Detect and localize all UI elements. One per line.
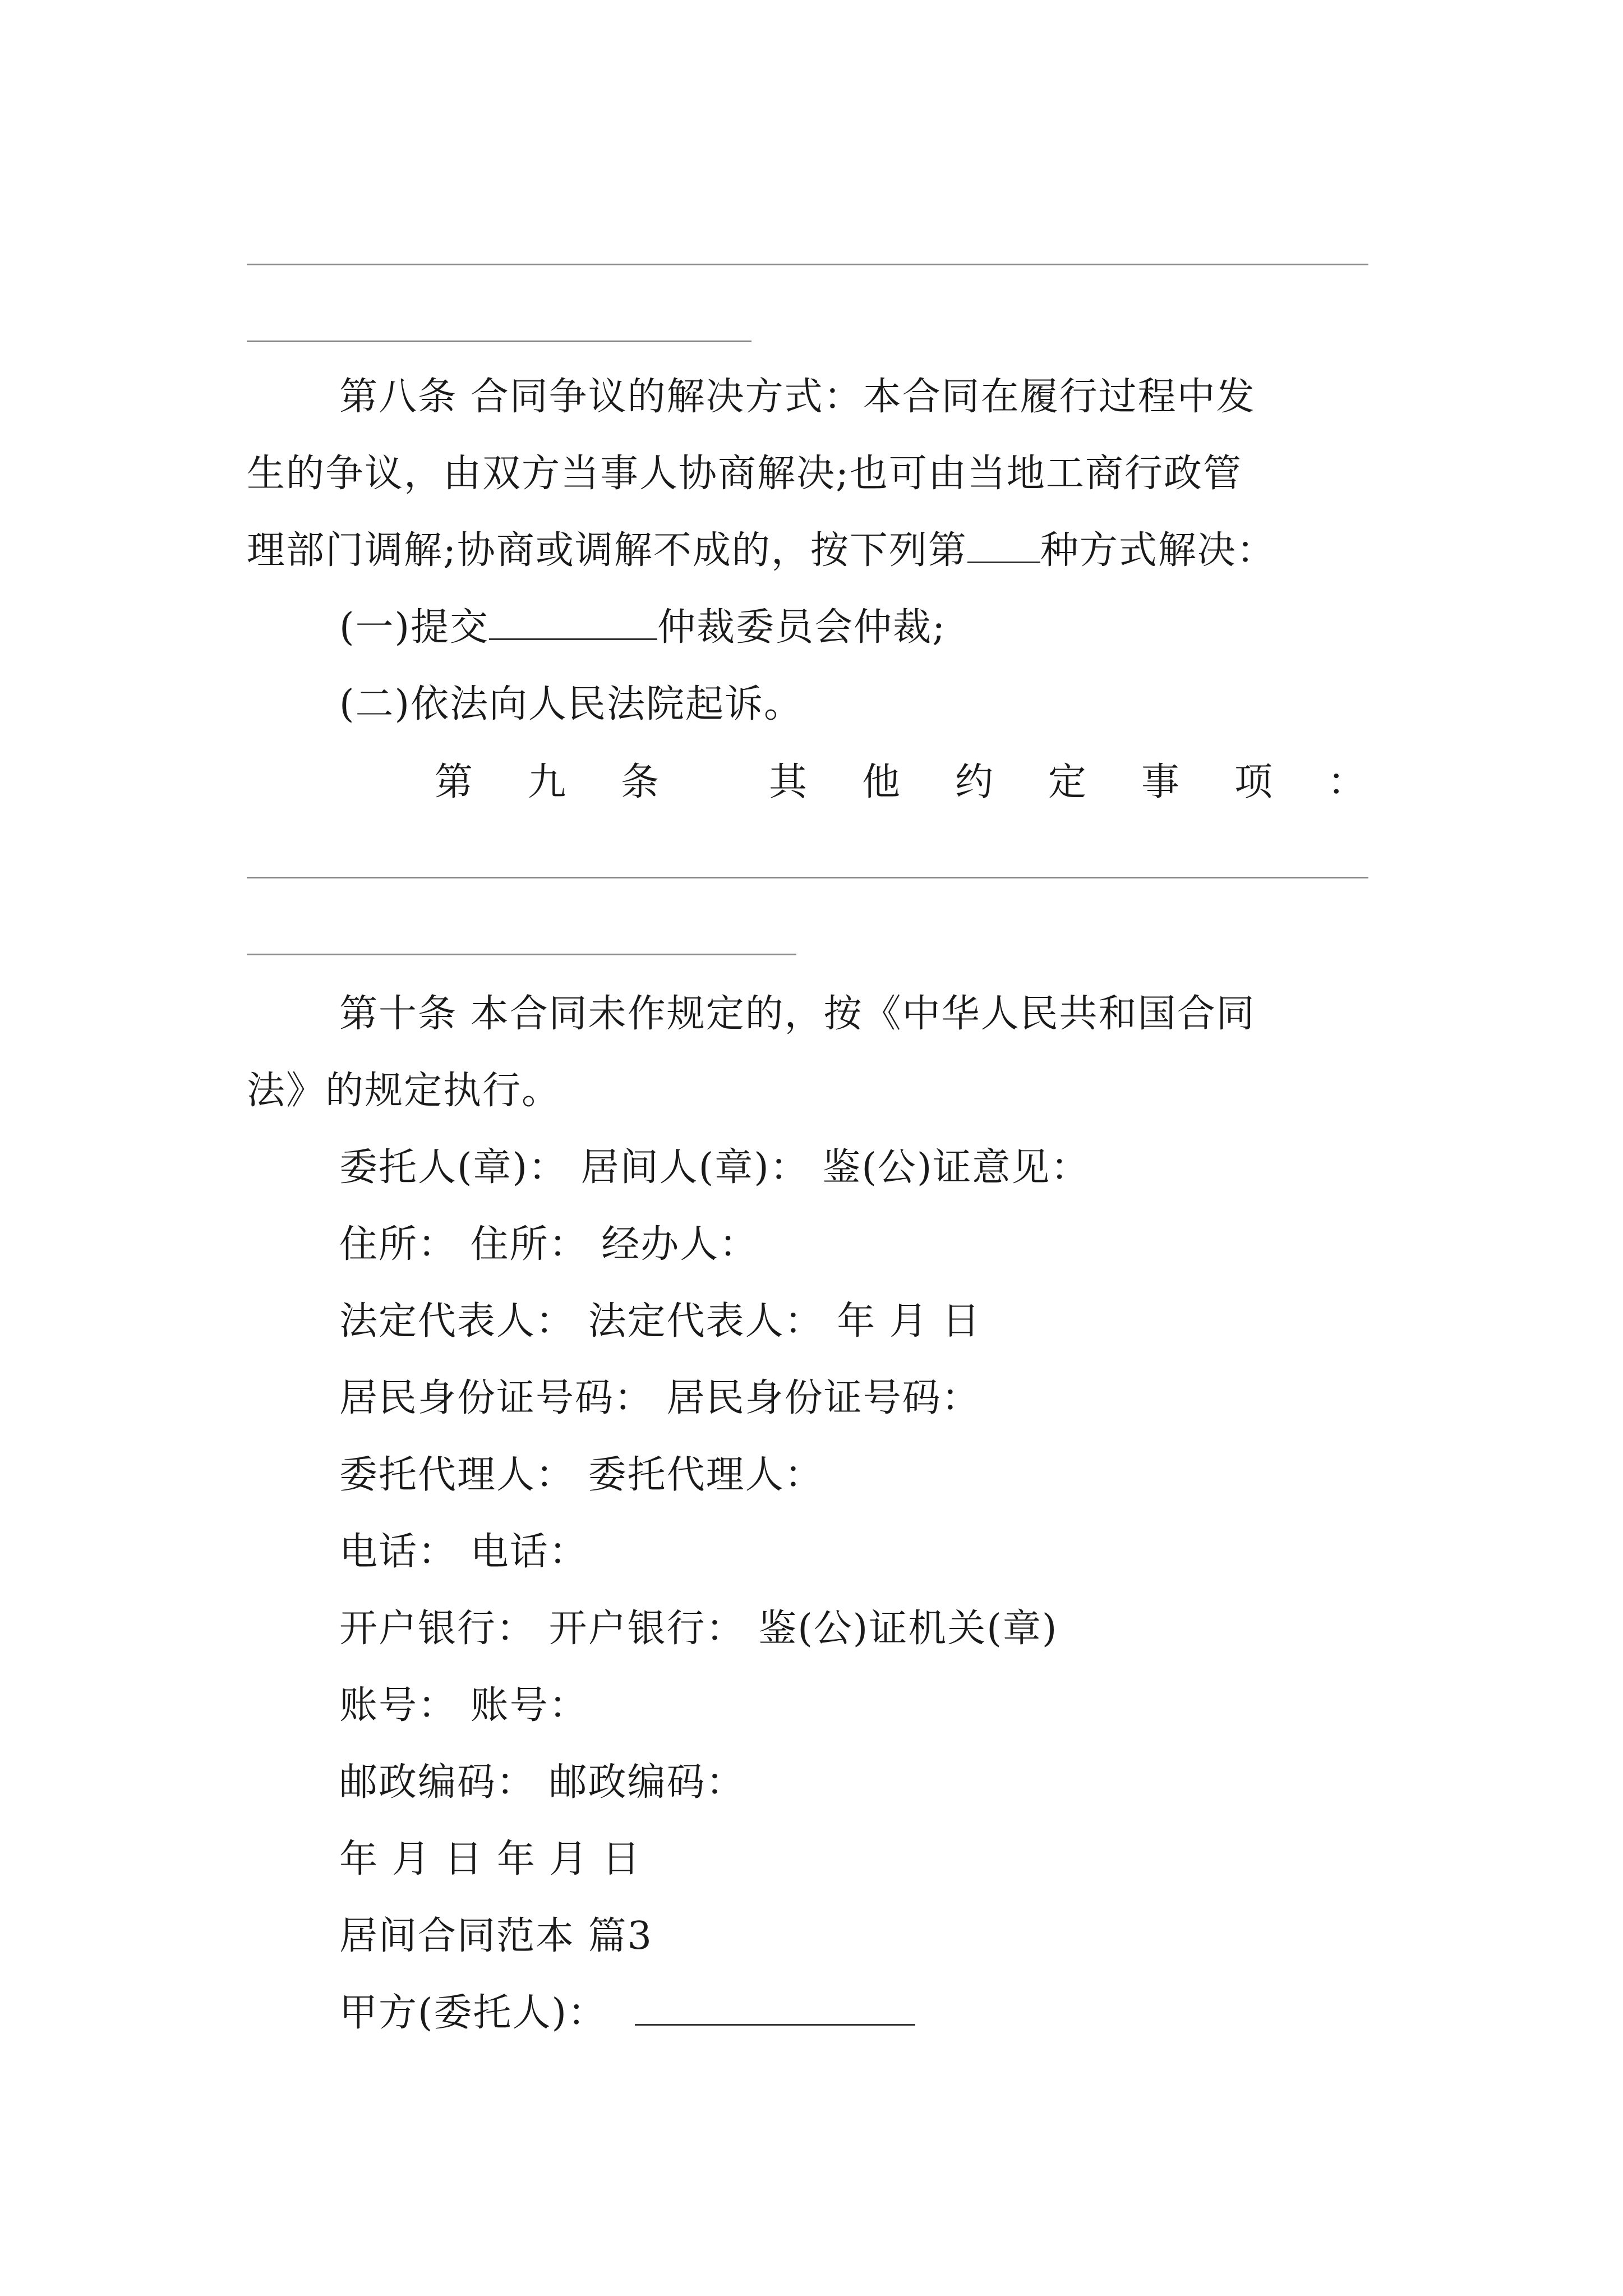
- signature-line: 委托代理人： 委托代理人：: [339, 1453, 824, 1497]
- signature-line: 电话： 电话：: [339, 1530, 588, 1574]
- party-a-line: [339, 1991, 915, 2036]
- article9-char: 项: [1234, 760, 1272, 804]
- signature-line: 账号： 账号：: [339, 1683, 588, 1728]
- article9-char: 条: [621, 760, 660, 804]
- article9-char: 九: [528, 760, 566, 804]
- party-a-label: 甲方(委托人)：: [339, 1991, 607, 2035]
- article9-char: 事: [1141, 760, 1179, 804]
- article8-option2: (二)依法向人民法院起诉。: [339, 682, 804, 726]
- fill-line: [247, 341, 751, 342]
- article10-line1: 第十条 本合同未作规定的，按《中华人民共和国合同: [339, 992, 1256, 1036]
- article9-char: 其: [768, 760, 807, 804]
- article9-char: ：: [1327, 760, 1366, 804]
- choice-blank: [967, 529, 1040, 563]
- article8-line3-text: 理部门调解;协商或调解不成的，按下列第: [247, 528, 967, 573]
- option1-end: 仲裁委员会仲裁;: [657, 605, 946, 650]
- article8-line1: 第八条 合同争议的解决方式：本合同在履行过程中发: [339, 375, 1256, 419]
- signature-line: 邮政编码： 邮政编码：: [339, 1760, 745, 1805]
- article9-char: 定: [1048, 760, 1086, 804]
- article9-heading: [435, 760, 1366, 805]
- party-a-blank: [635, 1991, 915, 2026]
- article8-line3: [247, 528, 1276, 573]
- section-title: 居间合同范本 篇3: [339, 1914, 653, 1958]
- article10-line2: 法》的规定执行。: [247, 1069, 561, 1113]
- article8-line3-end: 种方式解决：: [1040, 528, 1276, 573]
- signature-line: 年 月 日 年 月 日: [339, 1837, 642, 1881]
- signature-line: 委托人(章)： 居间人(章)： 鉴(公)证意见：: [339, 1145, 1090, 1190]
- signature-line: 住所： 住所： 经办人：: [339, 1222, 759, 1267]
- article9-char: 他: [861, 760, 900, 804]
- article9-char: 第: [435, 760, 473, 804]
- signature-line: 法定代表人： 法定代表人： 年 月 日: [339, 1299, 981, 1343]
- option1-text: (一)提交: [339, 605, 490, 650]
- signature-line: 开户银行： 开户银行： 鉴(公)证机关(章): [339, 1607, 1058, 1651]
- article8-option1: [339, 605, 946, 650]
- fill-line: [247, 264, 1368, 265]
- article8-line2: 生的争议，由双方当事人协商解决;也可由当地工商行政管: [247, 452, 1242, 496]
- article9-char: 约: [955, 760, 993, 804]
- fill-line: [247, 954, 796, 955]
- fill-line: [247, 877, 1368, 878]
- signature-line: 居民身份证号码： 居民身份证号码：: [339, 1376, 981, 1420]
- arbitration-blank: [489, 606, 657, 640]
